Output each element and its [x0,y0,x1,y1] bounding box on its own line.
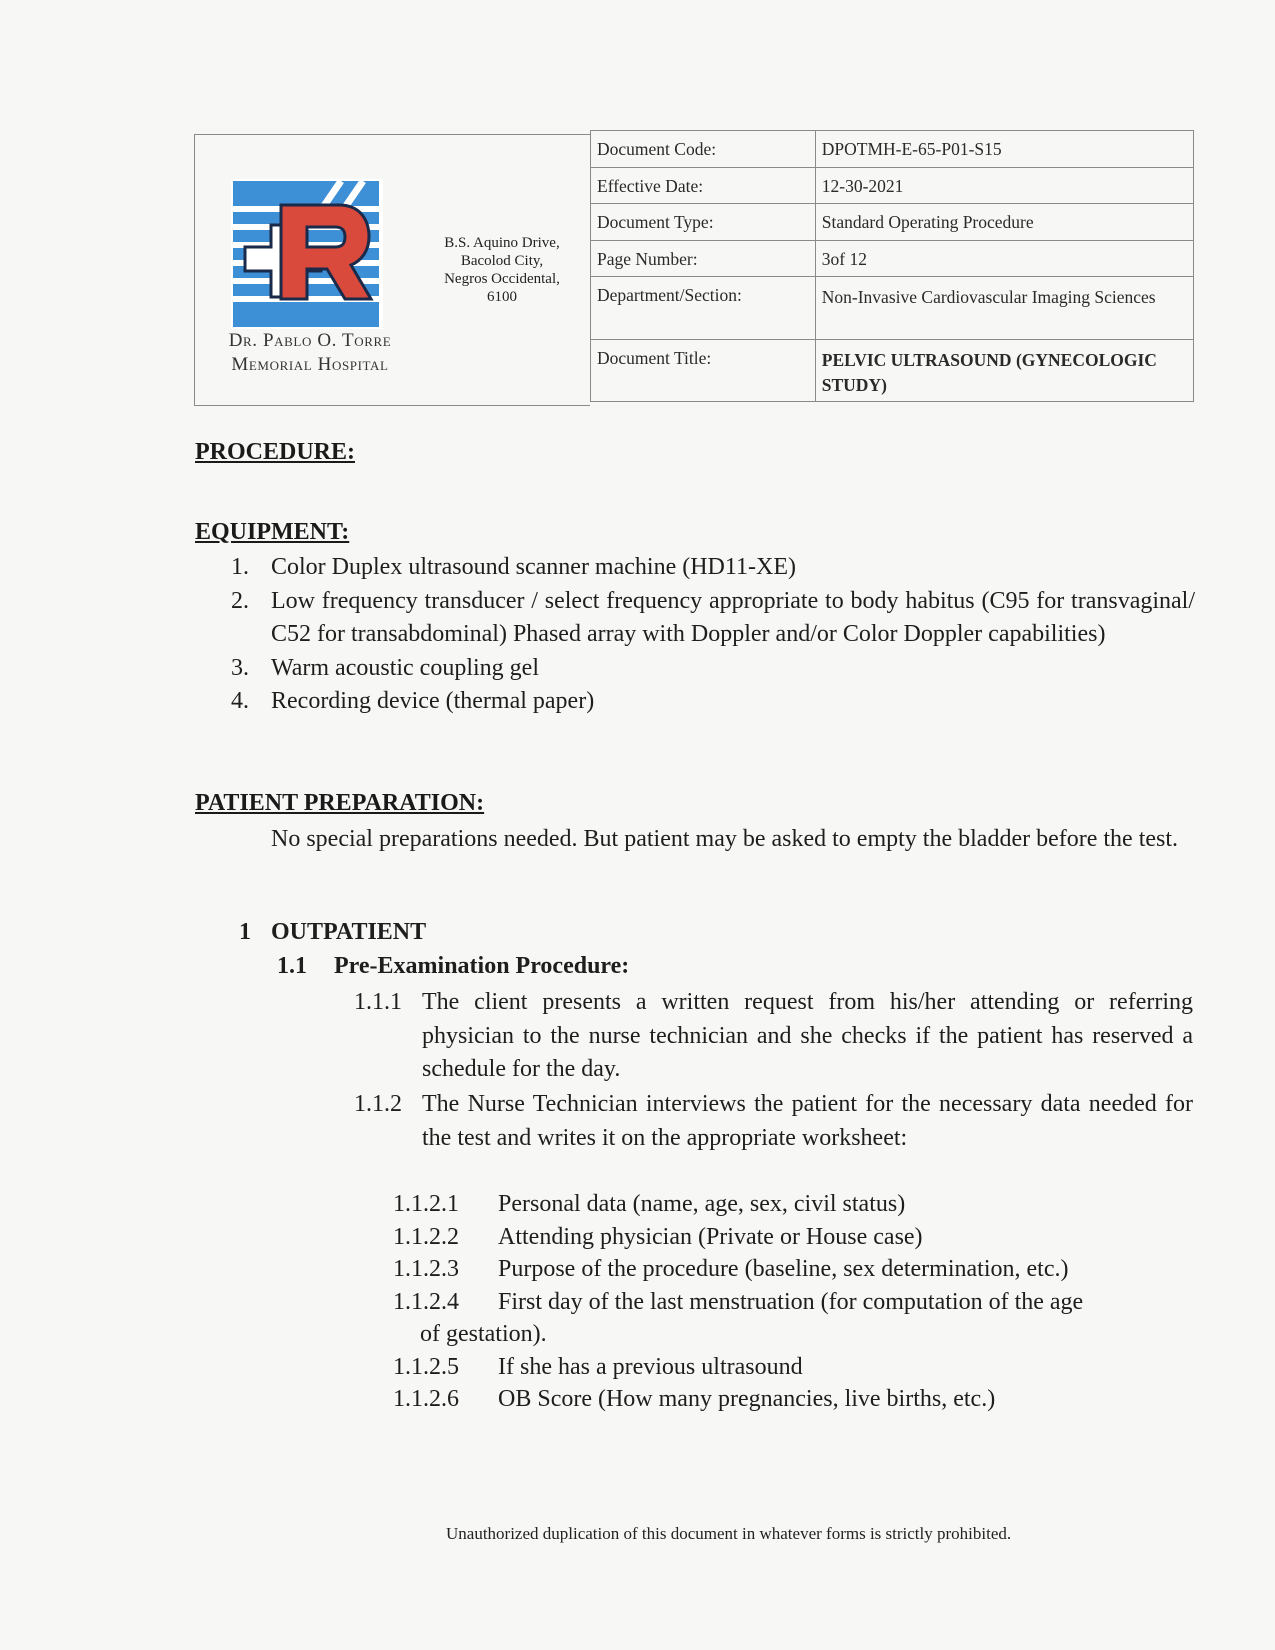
step-text: The Nurse Technician interviews the patient for the necessary data needed for the test and writes it on the appropriate worksheet: [422,1091,1193,1151]
list-item [393,1253,1193,1286]
item-text: Attending physician (Private or House case) [498,1223,923,1250]
subsection-number: 1.1 [277,953,307,979]
document-header [194,130,1194,408]
step-number: 1.1.2 [354,1091,402,1117]
list-item [195,551,1195,585]
item-number: 1.1.2.2 [393,1223,459,1250]
hospital-block [194,134,590,406]
address-line3: Negros Occidental, [444,271,560,287]
list-item [393,1221,1193,1254]
equipment-heading: EQUIPMENT: [195,519,350,545]
info-label-document-title: Document Title: [591,340,816,402]
subsection-title: Pre-Examination Procedure: [334,953,630,979]
hospital-logo [231,179,383,329]
list-item-text: Low frequency transducer / select frequency appropriate to body habitus (C95 for transvaginal/ C52 for transabdominal) Phased array with Doppler and/or Color Doppler capabilities) [271,587,1195,647]
section-number: 1 [239,919,251,945]
item-number: 1.1.2.3 [393,1256,459,1282]
list-item-number: 4. [231,688,249,714]
item-number: 1.1.2.6 [393,1386,459,1412]
address-line4: 6100 [487,289,517,305]
info-row [591,168,1194,204]
info-value-document-title: PELVIC ULTRASOUND (GYNECOLOGIC STUDY) [815,340,1193,402]
item-text: Purpose of the procedure (baseline, sex determination, etc.) [498,1256,1069,1282]
list-item [393,1351,1193,1384]
item-text: If she has a previous ultrasound [498,1353,803,1380]
info-label-document-code: Document Code: [591,131,816,168]
step-number: 1.1.1 [354,989,402,1015]
item-number: 1.1.2.5 [393,1353,459,1380]
info-value-document-type: Standard Operating Procedure [815,204,1193,241]
procedure-step [354,986,1193,1087]
info-row [591,277,1194,340]
list-item [195,685,1195,719]
item-number: 1.1.2.1 [393,1191,459,1217]
list-item-text: Color Duplex ultrasound scanner machine (HD11-XE) [271,554,796,580]
info-value-department: Non-Invasive Cardiovascular Imaging Sciences [815,277,1193,340]
item-number: 1.1.2.4 [393,1288,459,1315]
list-item-number: 2. [231,587,249,614]
hospital-name-line2: Memorial Hospital [231,354,389,375]
item-text: Personal data (name, age, sex, civil status) [498,1191,906,1217]
list-item [393,1383,1193,1416]
info-value-document-code: DPOTMH-E-65-P01-S15 [815,131,1193,168]
patient-preparation-text: No special preparations needed. But patient may be asked to empty the bladder before the test. [271,826,1179,852]
document-info-table [590,130,1194,402]
item-text: First day of the last menstruation (for computation of the age [498,1288,1084,1315]
info-label-department: Department/Section: [591,277,816,340]
list-item-number: 3. [231,654,249,681]
procedure-heading: PROCEDURE: [195,439,355,465]
info-label-effective-date: Effective Date: [591,168,816,204]
info-label-document-type: Document Type: [591,204,816,241]
patient-preparation-heading: PATIENT PREPARATION: [195,790,485,816]
list-item [195,652,1195,686]
info-label-page-number: Page Number: [591,241,816,277]
list-item [195,585,1195,652]
section-title-outpatient: OUTPATIENT [271,919,427,945]
list-item [393,1188,1193,1221]
info-row [591,131,1194,168]
list-item-text: Recording device (thermal paper) [271,688,595,714]
address-line2: Bacolod City, [460,253,544,269]
address-line1: B.S. Aquino Drive, [444,235,560,251]
info-value-page-number: 3of 12 [815,241,1193,277]
list-item [393,1286,1193,1351]
list-item-text: Warm acoustic coupling gel [271,654,539,681]
item-text: OB Score (How many pregnancies, live births, etc.) [498,1386,996,1412]
hospital-address [417,234,587,305]
hospital-name-line1: Dr. Pablo O. Torre [228,330,392,351]
worksheet-data-list [393,1188,1193,1416]
step-text: The client presents a written request from his/her attending or referring physician to the nurse technician and she checks if the patient has reserved a schedule for the day. [422,989,1193,1082]
hospital-name [205,329,415,377]
list-item-number: 1. [231,554,249,580]
footer-notice: Unauthorized duplication of this document in whatever forms is strictly prohibited. [446,1524,1012,1543]
info-row [591,340,1194,402]
item-text-continuation: of gestation). [420,1321,547,1347]
info-row [591,204,1194,241]
equipment-list [195,551,1195,719]
info-value-effective-date: 12-30-2021 [815,168,1193,204]
info-row [591,241,1194,277]
procedure-step [354,1088,1193,1155]
